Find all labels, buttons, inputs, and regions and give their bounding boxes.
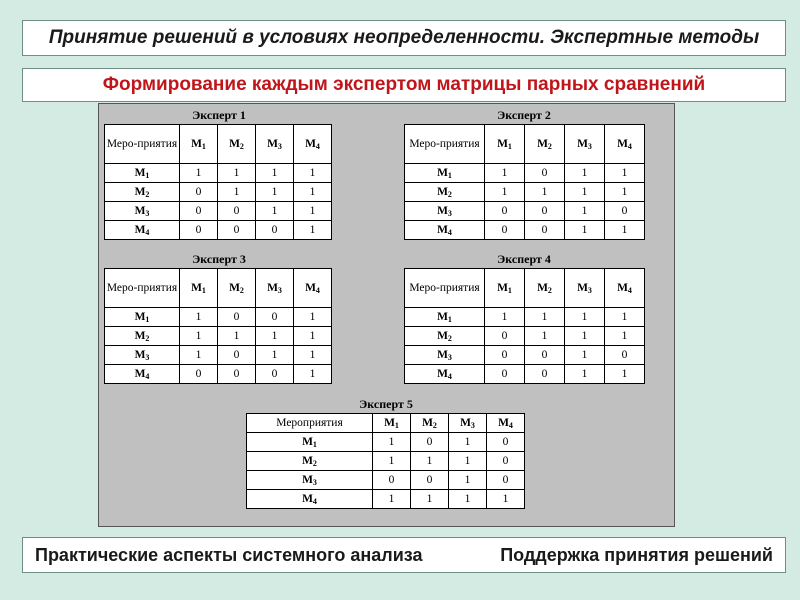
measure-letter: М — [497, 281, 508, 294]
matrix-cell: 1 — [180, 327, 218, 346]
expert-1-matrix — [104, 107, 334, 240]
slide-subtitle: Формирование каждым экспертом матрицы парных сравнений — [102, 74, 706, 95]
measure-letter: М — [437, 185, 448, 198]
measure-index: 3 — [587, 285, 592, 295]
column-header — [294, 269, 332, 308]
measure-letter: М — [302, 454, 313, 467]
matrix-cell: 1 — [525, 308, 565, 327]
measure-letter: М — [577, 137, 588, 150]
matrix-cell: 0 — [218, 202, 256, 221]
table-row — [105, 164, 332, 183]
footer-right: Поддержка принятия решений — [500, 544, 773, 565]
matrices-panel — [98, 103, 675, 527]
matrix-cell: 0 — [525, 365, 565, 384]
table-row — [405, 365, 645, 384]
measure-letter: М — [134, 223, 146, 236]
measure-letter: М — [617, 281, 628, 294]
table-row — [105, 327, 332, 346]
measure-index: 1 — [201, 285, 206, 295]
expert-3-matrix — [104, 251, 334, 384]
matrix-cell: 1 — [485, 164, 525, 183]
column-header — [485, 125, 525, 164]
measure-letter: М — [302, 435, 313, 448]
measure-letter: М — [134, 367, 146, 380]
matrix-cell: 1 — [256, 202, 294, 221]
measure-letter: М — [537, 281, 548, 294]
matrix-cell: 0 — [485, 221, 525, 240]
measure-letter: М — [267, 281, 278, 294]
measure-letter: М — [302, 492, 313, 505]
row-header — [105, 308, 180, 327]
column-header — [256, 125, 294, 164]
table-row — [105, 202, 332, 221]
measure-letter: М — [498, 416, 509, 429]
matrix-title: Эксперт 5 — [359, 397, 413, 411]
matrix-cell: 1 — [485, 183, 525, 202]
measure-index: 2 — [312, 458, 317, 468]
matrix-cell: 1 — [565, 164, 605, 183]
column-header — [411, 414, 449, 433]
matrix-cell: 1 — [565, 346, 605, 365]
table-row — [405, 221, 645, 240]
measure-index: 2 — [547, 285, 552, 295]
column-header — [525, 269, 565, 308]
column-header — [218, 269, 256, 308]
measure-letter: М — [229, 281, 240, 294]
measure-index: 3 — [312, 477, 317, 487]
measure-index: 4 — [627, 285, 632, 295]
matrix-cell: 1 — [487, 490, 525, 509]
measure-letter: М — [191, 281, 202, 294]
measure-letter: М — [437, 348, 448, 361]
comparison-table — [404, 268, 645, 384]
matrix-cell: 1 — [605, 308, 645, 327]
table-row — [105, 365, 332, 384]
comparison-table — [104, 124, 332, 240]
matrix-cell: 0 — [180, 183, 218, 202]
matrix-cell: 1 — [525, 183, 565, 202]
corner-header: Меро-приятия — [405, 269, 485, 308]
measure-letter: М — [229, 137, 240, 150]
row-header — [405, 202, 485, 221]
measure-letter: М — [437, 329, 448, 342]
matrix-cell: 0 — [605, 202, 645, 221]
table-row — [405, 327, 645, 346]
matrix-cell: 0 — [411, 433, 449, 452]
matrix-cell: 1 — [525, 327, 565, 346]
matrix-cell: 0 — [525, 202, 565, 221]
measure-letter: М — [191, 137, 202, 150]
matrix-cell: 1 — [218, 183, 256, 202]
measure-letter: М — [437, 166, 448, 179]
matrix-cell: 0 — [218, 308, 256, 327]
measure-index: 4 — [627, 141, 632, 151]
slide-title: Принятие решений в условиях неопределенности. Экспертные методы — [48, 27, 760, 48]
matrix-cell: 1 — [294, 221, 332, 240]
measure-index: 4 — [315, 141, 320, 151]
measure-letter: М — [134, 166, 146, 179]
matrix-cell: 1 — [373, 490, 411, 509]
measure-index: 2 — [145, 333, 150, 343]
footer-left: Практические аспекты системного анализа — [35, 544, 423, 565]
measure-index: 3 — [470, 420, 475, 430]
matrix-cell: 1 — [294, 365, 332, 384]
table-row — [105, 346, 332, 365]
row-header — [105, 346, 180, 365]
measure-index: 4 — [145, 227, 150, 237]
column-header — [565, 125, 605, 164]
column-header — [525, 125, 565, 164]
matrix-cell: 1 — [294, 183, 332, 202]
matrix-cell: 0 — [180, 221, 218, 240]
matrix-title: Эксперт 4 — [497, 252, 551, 266]
matrix-cell: 1 — [294, 308, 332, 327]
row-header — [247, 433, 373, 452]
table-row — [405, 183, 645, 202]
measure-index: 2 — [547, 141, 552, 151]
matrix-cell: 1 — [565, 365, 605, 384]
row-header — [247, 471, 373, 490]
matrix-cell: 0 — [180, 365, 218, 384]
matrix-cell: 0 — [487, 471, 525, 490]
matrix-cell: 1 — [256, 327, 294, 346]
measure-letter: М — [577, 281, 588, 294]
measure-letter: М — [134, 329, 146, 342]
footer-box — [22, 537, 786, 573]
column-header — [565, 269, 605, 308]
corner-header: Меро-приятия — [405, 125, 485, 164]
matrix-cell: 0 — [487, 452, 525, 471]
measure-index: 2 — [239, 141, 244, 151]
matrix-cell: 1 — [180, 346, 218, 365]
measure-index: 1 — [145, 314, 150, 324]
expert-4-matrix — [404, 251, 644, 384]
measure-letter: М — [437, 310, 448, 323]
row-header — [247, 490, 373, 509]
table-row — [247, 452, 525, 471]
matrix-cell: 1 — [411, 490, 449, 509]
table-row — [105, 183, 332, 202]
measure-index: 4 — [312, 496, 317, 506]
measure-letter: М — [305, 137, 316, 150]
matrix-cell: 1 — [294, 202, 332, 221]
measure-index: 4 — [447, 371, 452, 381]
row-header — [105, 202, 180, 221]
matrix-cell: 1 — [256, 164, 294, 183]
row-header — [405, 346, 485, 365]
matrix-cell: 1 — [565, 327, 605, 346]
matrix-cell: 0 — [525, 346, 565, 365]
row-header — [105, 365, 180, 384]
matrix-cell: 1 — [449, 452, 487, 471]
measure-letter: М — [460, 416, 471, 429]
corner-header: Меро-приятия — [105, 269, 180, 308]
row-header — [405, 308, 485, 327]
matrix-cell: 1 — [565, 221, 605, 240]
measure-index: 3 — [277, 285, 282, 295]
matrix-cell: 1 — [605, 164, 645, 183]
table-row — [105, 221, 332, 240]
matrix-cell: 1 — [605, 221, 645, 240]
matrix-cell: 1 — [218, 327, 256, 346]
column-header — [373, 414, 411, 433]
measure-index: 3 — [277, 141, 282, 151]
measure-index: 1 — [447, 314, 452, 324]
matrix-cell: 1 — [565, 202, 605, 221]
comparison-table — [404, 124, 645, 240]
matrix-cell: 0 — [218, 346, 256, 365]
matrix-cell: 1 — [294, 327, 332, 346]
row-header — [105, 164, 180, 183]
row-header — [405, 221, 485, 240]
matrix-cell: 1 — [485, 308, 525, 327]
measure-index: 1 — [145, 170, 150, 180]
column-header — [487, 414, 525, 433]
measure-index: 1 — [201, 141, 206, 151]
matrix-cell: 1 — [449, 490, 487, 509]
row-header — [105, 221, 180, 240]
column-header — [294, 125, 332, 164]
table-row — [405, 164, 645, 183]
measure-letter: М — [384, 416, 395, 429]
measure-letter: М — [134, 185, 146, 198]
matrix-cell: 0 — [218, 221, 256, 240]
measure-letter: М — [437, 223, 448, 236]
measure-letter: М — [305, 281, 316, 294]
measure-letter: М — [267, 137, 278, 150]
measure-letter: М — [437, 367, 448, 380]
slide-subtitle-box — [22, 68, 786, 102]
matrix-cell: 1 — [605, 365, 645, 384]
corner-header: Мероприятия — [247, 414, 373, 433]
matrix-cell: 1 — [218, 164, 256, 183]
matrix-cell: 0 — [485, 346, 525, 365]
table-row — [105, 308, 332, 327]
table-row — [247, 490, 525, 509]
matrix-cell: 0 — [525, 221, 565, 240]
matrix-cell: 0 — [605, 346, 645, 365]
matrix-cell: 0 — [218, 365, 256, 384]
measure-index: 3 — [145, 208, 150, 218]
matrix-cell: 1 — [373, 433, 411, 452]
corner-header: Меро-приятия — [105, 125, 180, 164]
measure-index: 1 — [507, 141, 512, 151]
row-header — [405, 365, 485, 384]
measure-letter: М — [302, 473, 313, 486]
measure-index: 2 — [447, 333, 452, 343]
measure-letter: М — [617, 137, 628, 150]
column-header — [218, 125, 256, 164]
table-row — [405, 346, 645, 365]
matrix-title: Эксперт 1 — [192, 108, 246, 122]
measure-index: 1 — [447, 170, 452, 180]
measure-index: 1 — [312, 439, 317, 449]
measure-index: 4 — [447, 227, 452, 237]
comparison-table — [246, 413, 525, 509]
row-header — [405, 164, 485, 183]
matrix-cell: 1 — [565, 308, 605, 327]
measure-letter: М — [422, 416, 433, 429]
column-header — [256, 269, 294, 308]
matrix-cell: 1 — [180, 164, 218, 183]
slide-title-box — [22, 20, 786, 56]
matrix-cell: 1 — [449, 471, 487, 490]
measure-letter: М — [134, 310, 146, 323]
expert-5-matrix — [246, 396, 526, 509]
matrix-cell: 1 — [605, 183, 645, 202]
measure-letter: М — [134, 204, 146, 217]
measure-letter: М — [537, 137, 548, 150]
matrix-cell: 1 — [294, 346, 332, 365]
measure-index: 2 — [447, 189, 452, 199]
matrix-title: Эксперт 2 — [497, 108, 551, 122]
row-header — [105, 327, 180, 346]
matrix-title: Эксперт 3 — [192, 252, 246, 266]
matrix-cell: 1 — [294, 164, 332, 183]
matrix-cell: 0 — [180, 202, 218, 221]
row-header — [247, 452, 373, 471]
measure-index: 2 — [145, 189, 150, 199]
measure-index: 3 — [447, 352, 452, 362]
table-row — [405, 308, 645, 327]
matrix-cell: 0 — [485, 202, 525, 221]
matrix-cell: 1 — [449, 433, 487, 452]
row-header — [405, 327, 485, 346]
matrix-cell: 0 — [487, 433, 525, 452]
table-row — [247, 433, 525, 452]
matrix-cell: 0 — [485, 327, 525, 346]
matrix-cell: 1 — [256, 183, 294, 202]
column-header — [485, 269, 525, 308]
matrix-cell: 0 — [373, 471, 411, 490]
matrix-cell: 1 — [373, 452, 411, 471]
measure-index: 3 — [145, 352, 150, 362]
matrix-cell: 0 — [256, 365, 294, 384]
matrix-cell: 1 — [605, 327, 645, 346]
row-header — [105, 183, 180, 202]
column-header — [605, 125, 645, 164]
matrix-cell: 0 — [411, 471, 449, 490]
table-row — [405, 202, 645, 221]
measure-letter: М — [134, 348, 146, 361]
column-header — [180, 125, 218, 164]
measure-index: 4 — [508, 420, 513, 430]
matrix-cell: 0 — [485, 365, 525, 384]
matrix-cell: 1 — [565, 183, 605, 202]
matrix-cell: 1 — [256, 346, 294, 365]
matrix-cell: 0 — [525, 164, 565, 183]
matrix-cell: 0 — [256, 308, 294, 327]
measure-index: 2 — [239, 285, 244, 295]
measure-letter: М — [497, 137, 508, 150]
column-header — [180, 269, 218, 308]
column-header — [449, 414, 487, 433]
measure-index: 4 — [145, 371, 150, 381]
comparison-table — [104, 268, 332, 384]
column-header — [605, 269, 645, 308]
matrix-cell: 1 — [411, 452, 449, 471]
measure-letter: М — [437, 204, 448, 217]
measure-index: 1 — [507, 285, 512, 295]
measure-index: 3 — [587, 141, 592, 151]
measure-index: 3 — [447, 208, 452, 218]
table-row — [247, 471, 525, 490]
measure-index: 2 — [432, 420, 437, 430]
matrix-cell: 0 — [256, 221, 294, 240]
measure-index: 1 — [394, 420, 399, 430]
expert-2-matrix — [404, 107, 644, 240]
measure-index: 4 — [315, 285, 320, 295]
matrix-cell: 1 — [180, 308, 218, 327]
row-header — [405, 183, 485, 202]
